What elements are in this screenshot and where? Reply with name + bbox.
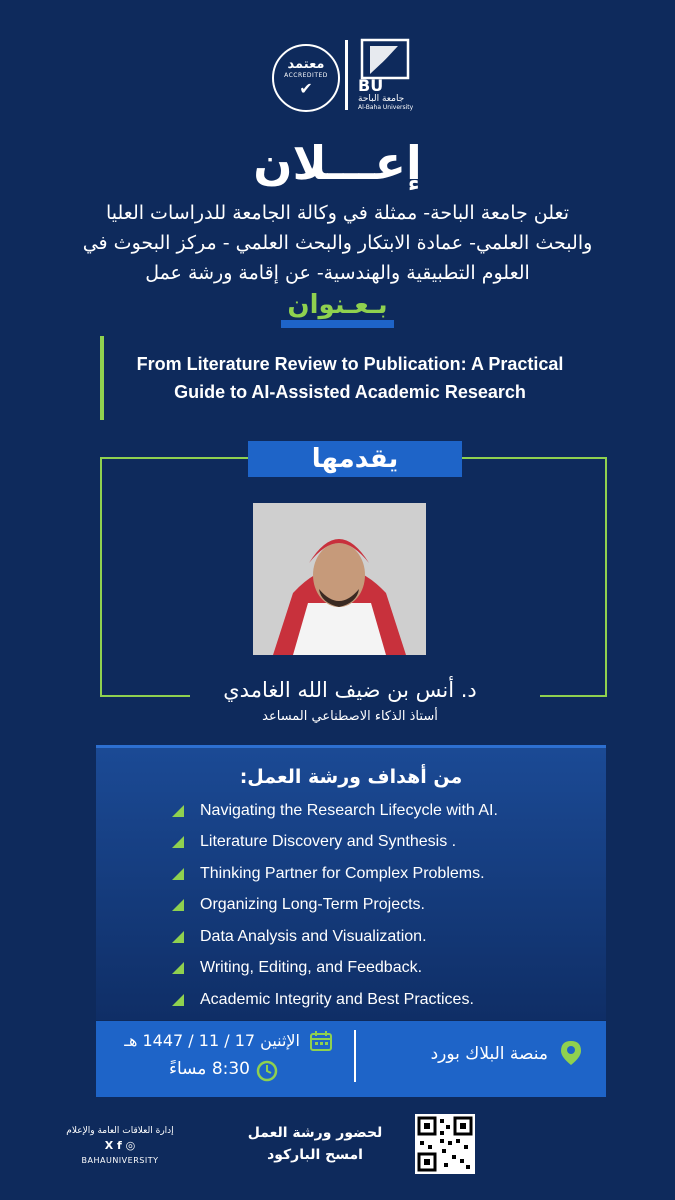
- presenter-portrait-icon: [253, 503, 426, 655]
- social-handle: BAHAUNIVERSITY: [81, 1156, 159, 1165]
- intro-line: العلوم التطبيقية والهندسية- عن إقامة ورشة عمل: [145, 262, 530, 284]
- university-wordmark: [358, 78, 418, 112]
- check-icon: ✔: [299, 79, 313, 98]
- event-date: الإثنين 17 / 11 / 1447 هـ: [124, 1031, 300, 1050]
- list-item: [172, 953, 592, 985]
- triangle-bullet-icon: [172, 836, 184, 848]
- title-label-wrap: [0, 290, 675, 328]
- header-divider: [345, 40, 348, 110]
- location-pin-icon: [560, 1040, 582, 1066]
- university-name-en: Al-Baha University: [358, 104, 414, 111]
- workshop-title: [110, 350, 590, 406]
- objective-text: Academic Integrity and Best Practices.: [200, 990, 474, 1008]
- intro-text: [60, 198, 615, 288]
- list-item: [172, 827, 592, 859]
- title-label: بـعـنوان: [281, 290, 393, 328]
- attend-instruction: لحضور ورشة العمل: [247, 1125, 383, 1141]
- objective-text: Organizing Long-Term Projects.: [200, 896, 425, 914]
- university-name-ar: جامعة الباحة: [358, 94, 405, 104]
- objective-text: Data Analysis and Visualization.: [200, 927, 427, 945]
- objective-text: Thinking Partner for Complex Problems.: [200, 864, 485, 882]
- triangle-bullet-icon: [172, 994, 184, 1006]
- clock-icon: [256, 1060, 278, 1082]
- pr-department: إدارة العلاقات العامة والإعلام: [66, 1126, 174, 1136]
- triangle-bullet-icon: [172, 899, 184, 911]
- objective-text: Literature Discovery and Synthesis .: [200, 833, 457, 851]
- qr-code-icon[interactable]: [415, 1114, 475, 1174]
- presenter-photo: [253, 503, 426, 655]
- workshop-title-line: From Literature Review to Publication: A Practical: [136, 354, 564, 374]
- list-item: [172, 921, 592, 953]
- announcement-heading: إعـــلان: [253, 136, 422, 190]
- list-item: [172, 795, 592, 827]
- frame-line: [540, 695, 607, 697]
- accredited-ar: معتمد: [287, 57, 325, 72]
- event-time: 8:30 مساءً: [168, 1059, 250, 1079]
- objective-text: Navigating the Research Lifecycle with AI.: [200, 801, 498, 819]
- social-icons: X f ◎: [104, 1139, 136, 1152]
- triangle-bullet-icon: [172, 962, 184, 974]
- accredited-en: ACCREDITED: [284, 72, 328, 79]
- frame-line: [460, 457, 607, 459]
- presenter-name: د. أنس بن ضيف الله الغامدي: [223, 678, 477, 702]
- objectives-heading: من أهداف ورشة العمل:: [239, 766, 463, 788]
- triangle-bullet-icon: [172, 805, 184, 817]
- university-abbr: BU: [358, 76, 384, 95]
- presents-label: يقدمها: [248, 441, 462, 477]
- intro-line: والبحث العلمي- عمادة الابتكار والبحث العلمي - مركز البحوث في: [82, 232, 593, 254]
- workshop-title-line: Guide to AI-Assisted Academic Research: [174, 382, 526, 402]
- triangle-bullet-icon: [172, 931, 184, 943]
- objective-text: Writing, Editing, and Feedback.: [200, 959, 423, 977]
- objectives-list: [172, 795, 592, 1016]
- list-item: [172, 858, 592, 890]
- scan-instruction: امسح الباركود: [267, 1147, 363, 1163]
- intro-line: تعلن جامعة الباحة- ممثلة في وكالة الجامعة للدراسات العليا: [105, 202, 570, 224]
- list-item: [172, 984, 592, 1016]
- frame-line: [100, 457, 102, 697]
- accreditation-seal: [272, 44, 340, 112]
- frame-line: [100, 457, 250, 459]
- frame-line: [605, 457, 607, 697]
- info-divider: [354, 1030, 356, 1082]
- calendar-icon: [310, 1031, 332, 1051]
- presenter-role: أستاذ الذكاء الاصطناعي المساعد: [262, 709, 438, 724]
- list-item: [172, 890, 592, 922]
- triangle-bullet-icon: [172, 868, 184, 880]
- title-accent-bar: [100, 336, 104, 420]
- event-venue: منصة البلاك بورد: [430, 1044, 548, 1064]
